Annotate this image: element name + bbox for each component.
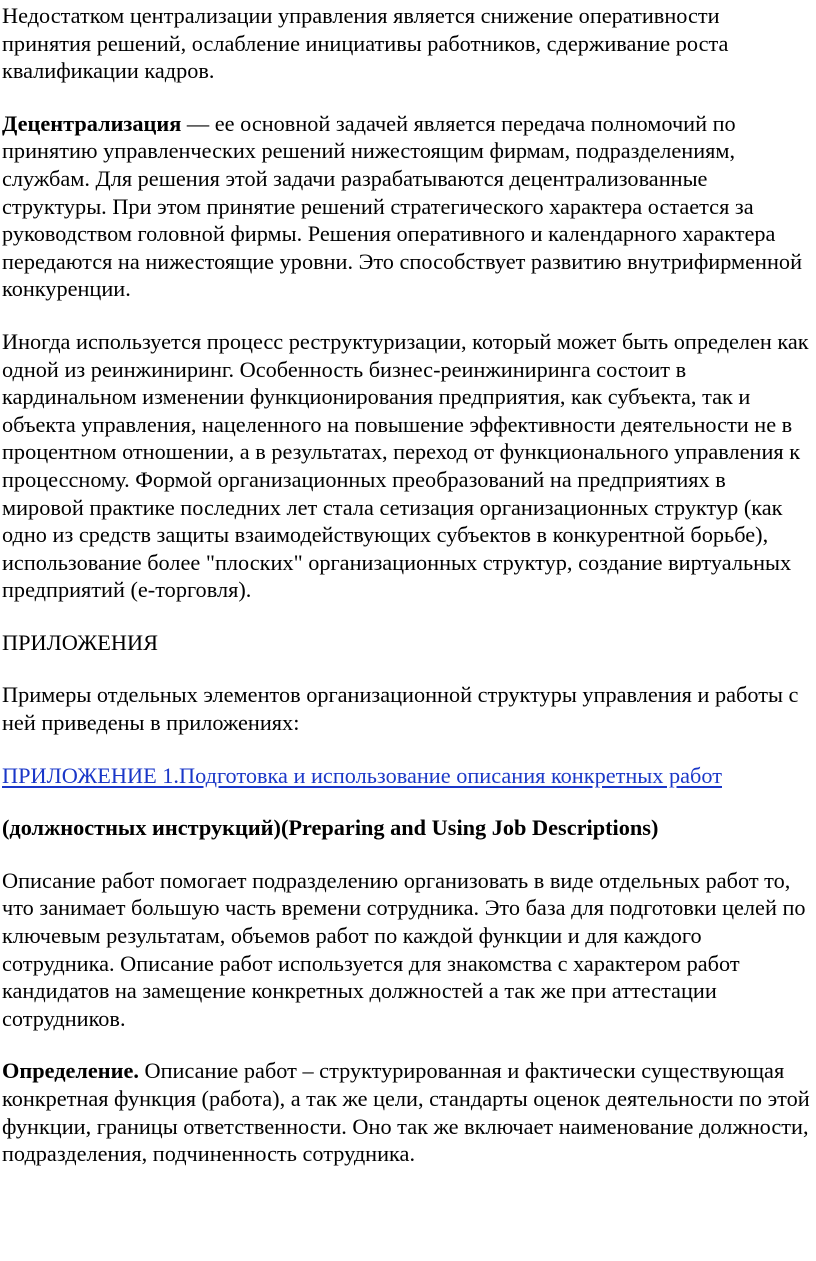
paragraph-text: Недостатком централизации управления является снижение оперативности принятия решений, ослабление инициативы работников, сдерживание роста квалификации кадров. (2, 3, 729, 84)
paragraph-centralization-drawbacks (2, 2, 812, 85)
appendix-1-link[interactable]: ПРИЛОЖЕНИЕ 1.Подготовка и использование описания конкретных работ (2, 762, 722, 788)
paragraph-text: Примеры отдельных элементов организационной структуры управления и работы с ней приведены в приложениях: (2, 682, 799, 736)
section-title: ПРИЛОЖЕНИЯ (2, 629, 158, 655)
paragraph-text: — ее основной задачей является передача полномочий по принятию управленческих решений нижестоящим фирмам, подразделениям, службам. Для решения этой задачи разрабатываются децентрализованные структуры. При этом принятие решений стратегического характера остается за руководством головной фирмы. Решения оперативного и календарного характера передаются на нижестоящие уровни. Это способствует развитию внутрифирменной конкуренции. (2, 110, 802, 302)
job-descriptions-heading (2, 814, 812, 842)
paragraph-restructuring (2, 328, 812, 604)
term-decentralization: Децентрализация (2, 110, 182, 136)
paragraph-job-description-purpose (2, 867, 812, 1033)
appendix-1-link-line (2, 762, 812, 790)
term-definition: Определение. (2, 1058, 139, 1084)
paragraph-text: Описание работ – структурированная и фактически существующая конкретная функция (работа), а так же цели, стандарты оценок деятельности по этой функции, границы ответственности. Оно так же включает наименование должности, подразделения, подчиненность сотрудника. (2, 1058, 810, 1167)
heading-text: (должностных инструкций)(Preparing and Using Job Descriptions) (2, 815, 659, 841)
paragraph-text: Иногда используется процесс реструктуризации, который может быть определен как одной из реинжиниринг. Особенность бизнес-реинжиниринга состоит в кардинальном изменении функционирования предприятия, как субъекта, так и объекта управления, нацеленного на повышение эффективности деятельности не в процентном отношении, а в результатах, переход от функционального управления к процессному. Формой организационных преобразований на предприятиях в мировой практике последних лет стала сетизация организационных структур (как одно из средств защиты взаимодействующих субъектов в конкурентной борьбе), использование более "плоских" организационных структур, создание виртуальных предприятий (е-торговля). (2, 328, 809, 603)
paragraph-appendices-intro (2, 681, 812, 736)
section-title-appendices (2, 629, 812, 657)
paragraph-decentralization (2, 110, 812, 303)
paragraph-definition (2, 1057, 812, 1167)
paragraph-text: Описание работ помогает подразделению организовать в виде отдельных работ то, что занимает большую часть времени сотрудника. Это база для подготовки целей по ключевым результатам, объемов работ по каждой функции и для каждого сотрудника. Описание работ используется для знакомства с характером работ кандидатов на замещение конкретных должностей а так же при аттестации сотрудников. (2, 867, 806, 1031)
